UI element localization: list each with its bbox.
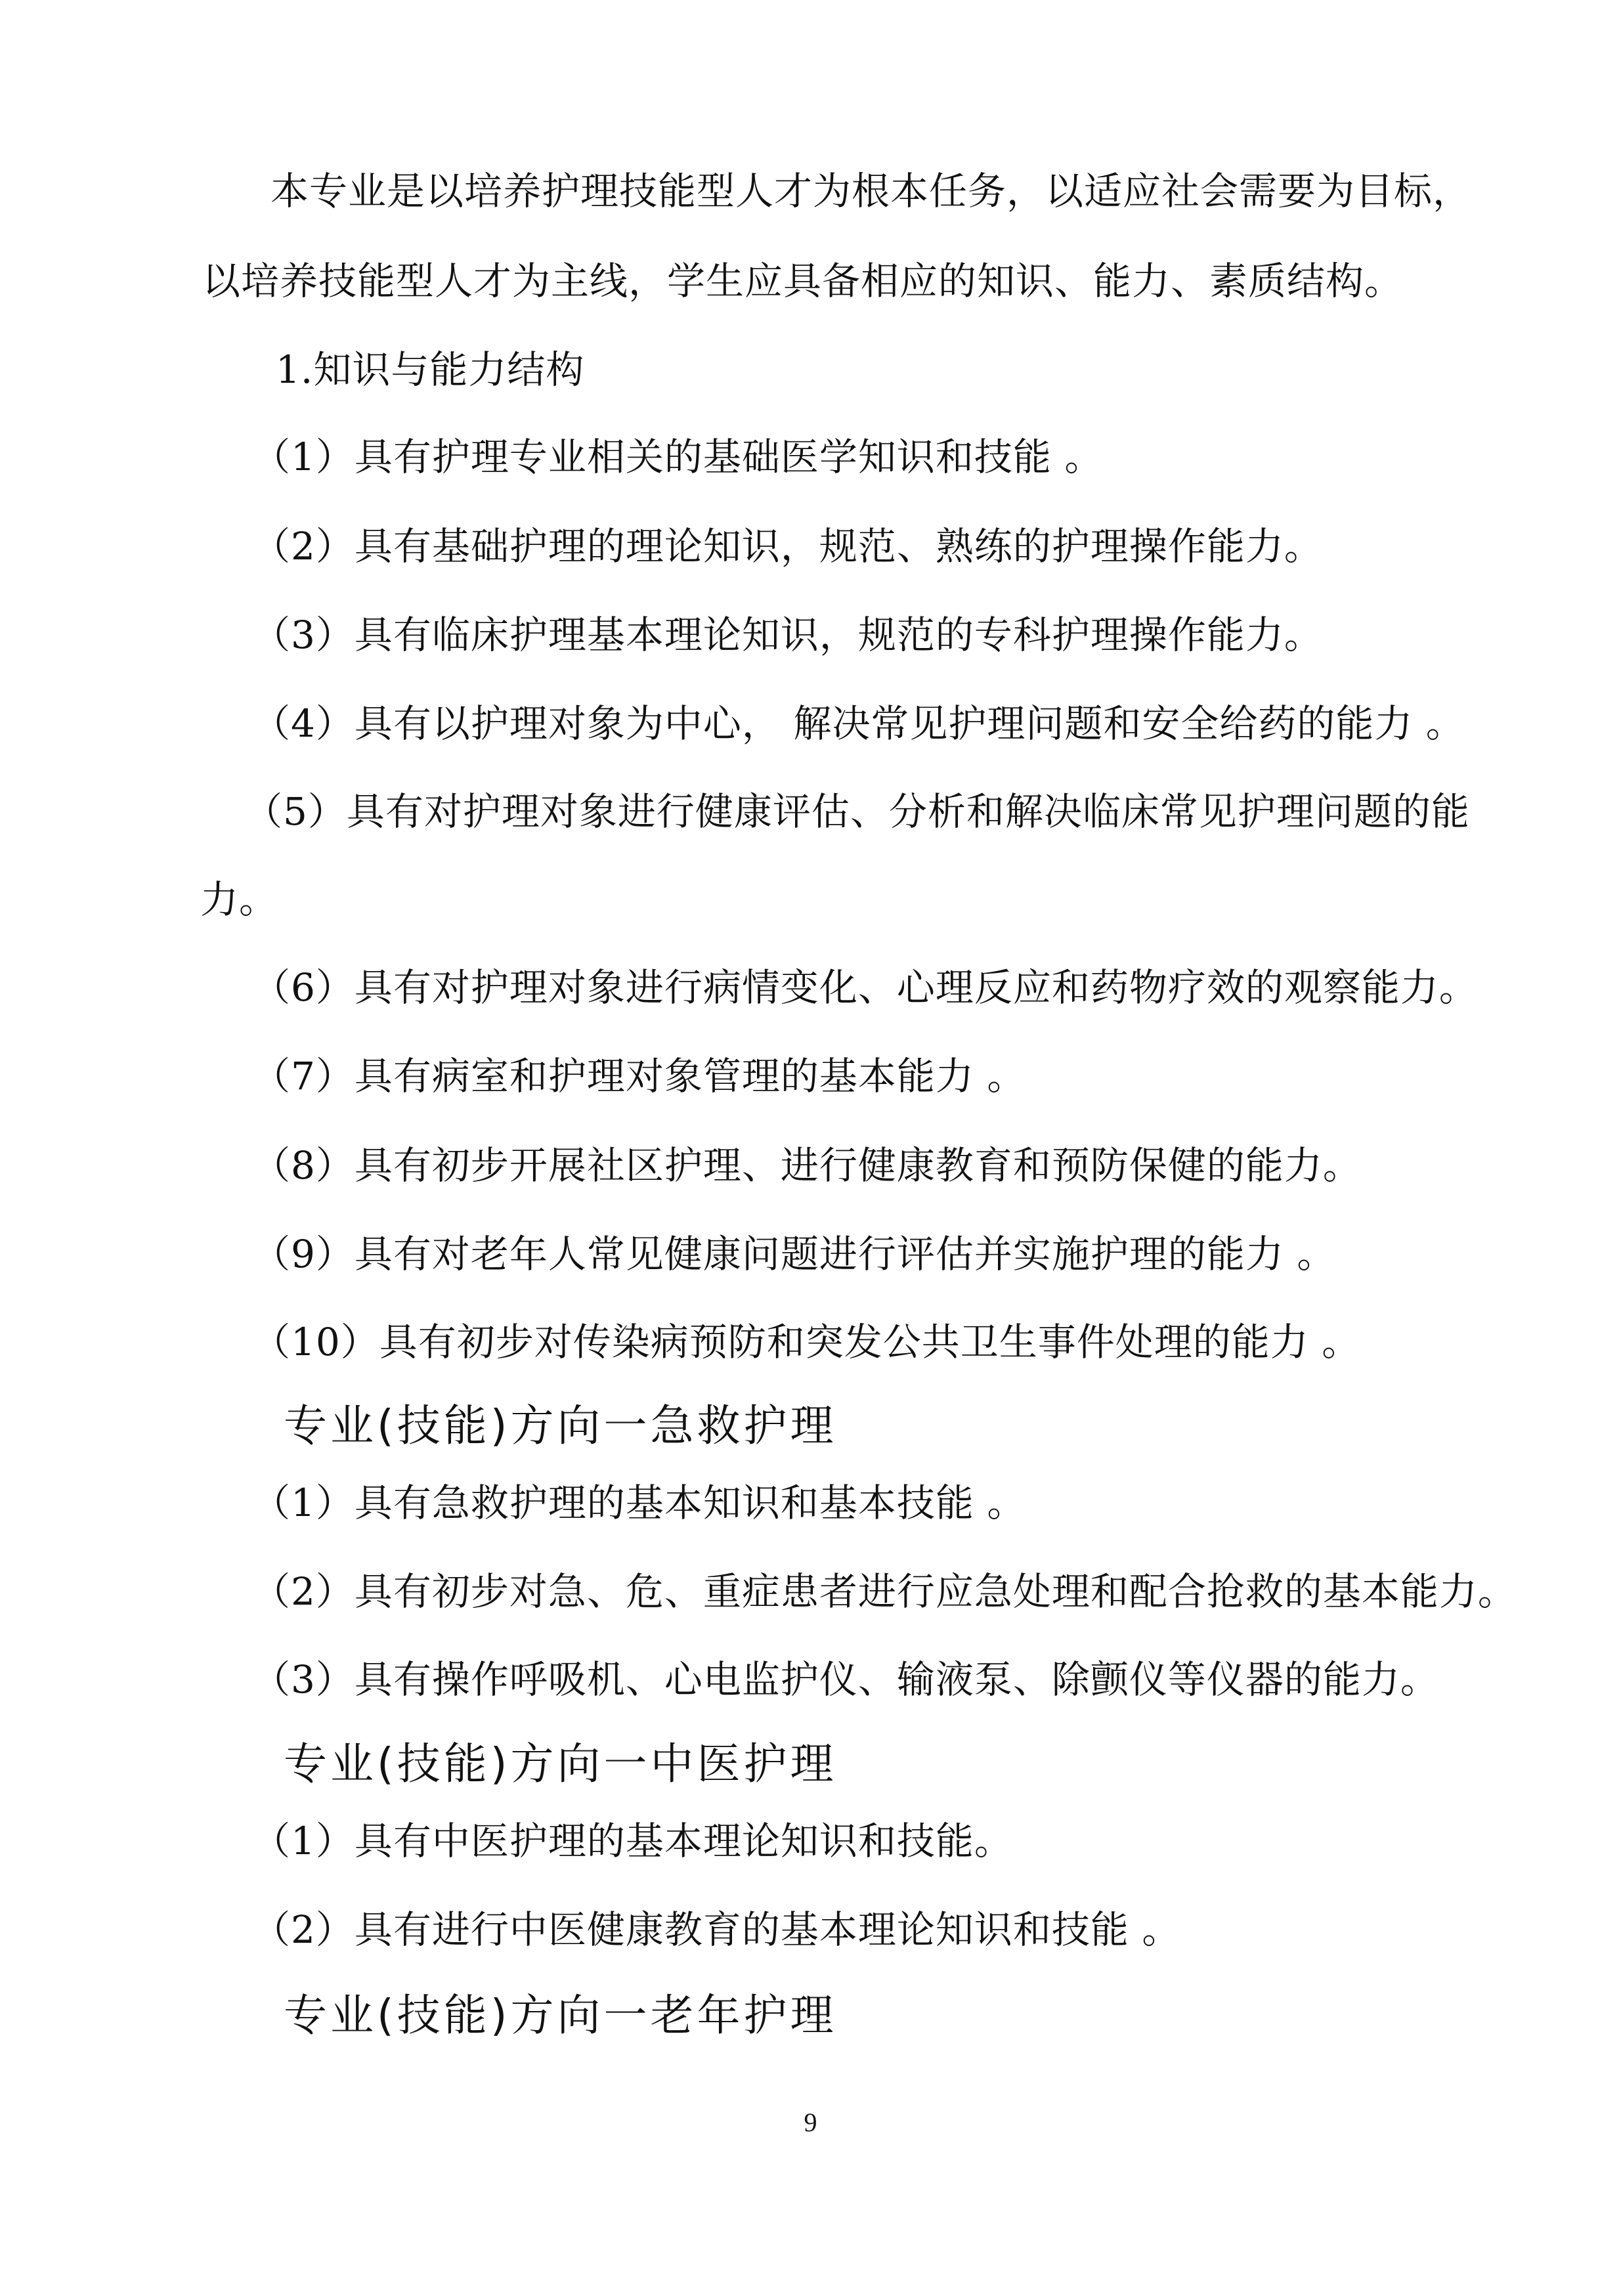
ability-item-1: （1）具有护理专业相关的基础医学知识和技能 。 <box>252 435 1104 479</box>
ability-item-6: （6）具有对护理对象进行病情变化、心理反应和药物疗效的观察能力。 <box>252 965 1478 1010</box>
section-title: 1.知识与能力结构 <box>276 347 585 392</box>
direction-heading-geriatric: 专业(技能)方向一老年护理 <box>284 1990 837 2041</box>
tcm-item-2: （2）具有进行中医健康教育的基本理论知识和技能 。 <box>252 1907 1181 1952</box>
emergency-item-3: （3）具有操作呼吸机、心电监护仪、输液泵、除颤仪等仪器的能力。 <box>252 1657 1439 1702</box>
ability-item-5: （5）具有对护理对象进行健康评估、分析和解决临床常见护理问题的能 <box>244 789 1470 834</box>
direction-heading-tcm: 专业(技能)方向一中医护理 <box>284 1739 837 1789</box>
ability-item-8: （8）具有初步开展社区护理、进行健康教育和预防保健的能力。 <box>252 1143 1362 1188</box>
ability-item-4: （4）具有以护理对象为中心， 解决常见护理问题和安全给药的能力 。 <box>252 701 1465 746</box>
ability-item-9: （9）具有对老年人常见健康问题进行评估并实施护理的能力 。 <box>252 1232 1336 1276</box>
ability-item-2: （2）具有基础护理的理论知识，规范、熟练的护理操作能力。 <box>252 524 1323 569</box>
direction-heading-emergency: 专业(技能)方向一急救护理 <box>284 1400 837 1451</box>
ability-item-7: （7）具有病室和护理对象管理的基本能力 。 <box>252 1054 1026 1098</box>
emergency-item-1: （1）具有急救护理的基本知识和基本技能 。 <box>252 1481 1026 1525</box>
page-number: 9 <box>804 2108 817 2137</box>
ability-item-5-continued: 力。 <box>200 877 278 922</box>
emergency-item-2: （2）具有初步对急、危、重症患者进行应急处理和配合抢救的基本能力。 <box>252 1569 1517 1614</box>
intro-line-2: 以培养技能型人才为主线，学生应具备相应的知识、能力、素质结构。 <box>202 259 1404 303</box>
ability-item-3: （3）具有临床护理基本理论知识，规范的专科护理操作能力。 <box>252 613 1323 657</box>
tcm-item-1: （1）具有中医护理的基本理论知识和技能。 <box>252 1819 1013 1863</box>
intro-line-1: 本专业是以培养护理技能型人才为根本任务，以适应社会需要为目标， <box>270 169 1472 213</box>
ability-item-10: （10）具有初步对传染病预防和突发公共卫生事件处理的能力 。 <box>252 1320 1361 1364</box>
